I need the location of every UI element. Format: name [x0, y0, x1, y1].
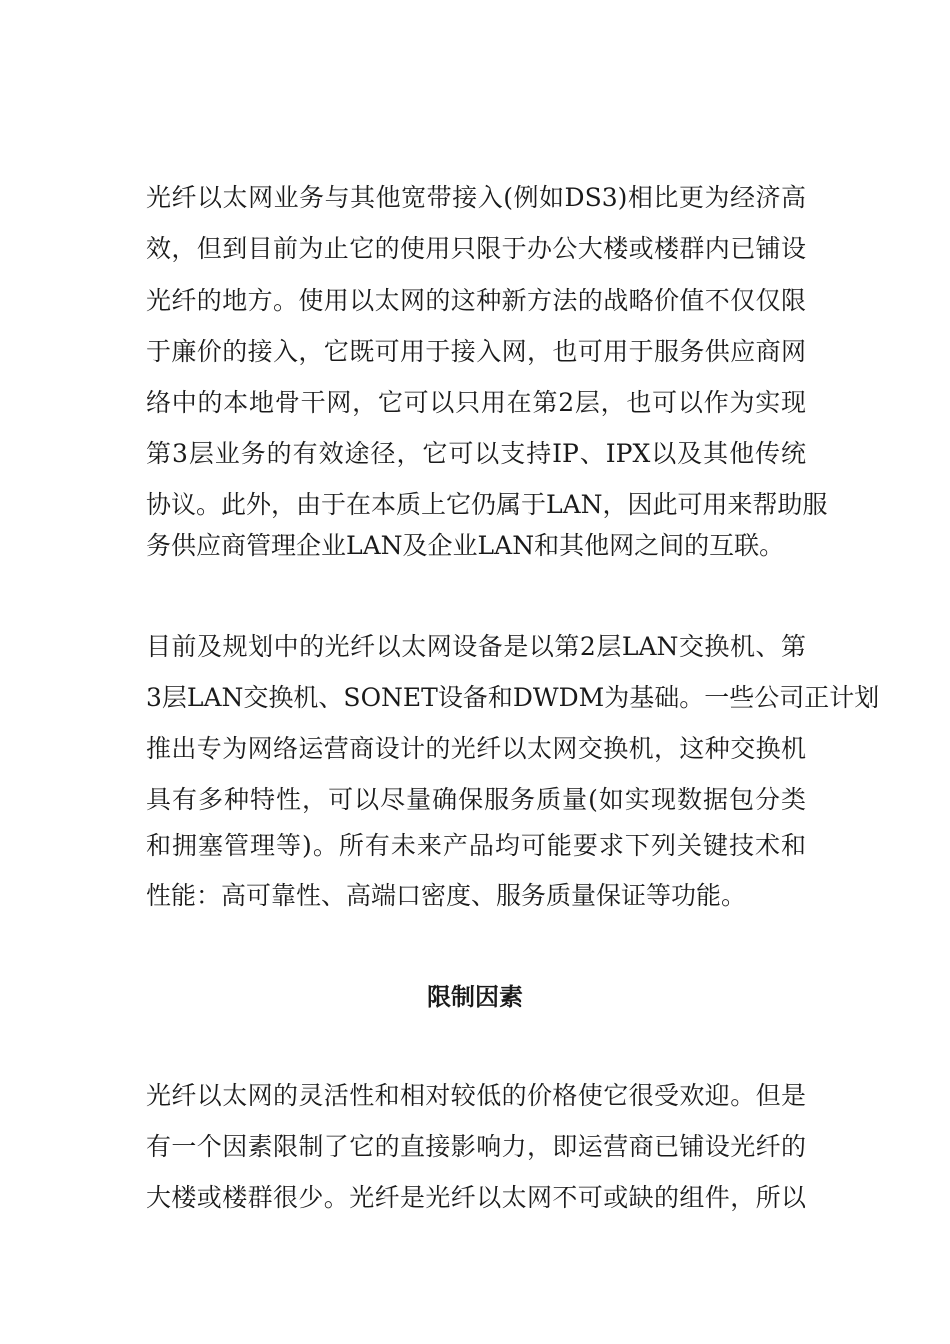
- paragraph-line: 于廉价的接入，它既可用于接入网，也可用于服务供应商网: [146, 337, 806, 366]
- paragraph-line: 光纤以太网的灵活性和相对较低的价格使它很受欢迎。但是: [146, 1081, 806, 1110]
- paragraph-line: 第3层业务的有效途径，它可以支持IP、IPX以及其他传统: [146, 439, 806, 468]
- section-heading: 限制因素: [427, 983, 523, 1011]
- paragraph-line: 大楼或楼群很少。光纤是光纤以太网不可或缺的组件，所以: [146, 1183, 806, 1212]
- paragraph-line: 3层LAN交换机、SONET设备和DWDM为基础。一些公司正计划: [146, 683, 880, 712]
- paragraph-line: 务供应商管理企业LAN及企业LAN和其他网之间的互联。: [146, 531, 785, 560]
- paragraph-line: 光纤以太网业务与其他宽带接入(例如DS3)相比更为经济高: [146, 183, 806, 212]
- paragraph-line: 性能：高可靠性、高端口密度、服务质量保证等功能。: [146, 881, 747, 910]
- paragraph-line: 具有多种特性，可以尽量确保服务质量(如实现数据包分类: [146, 785, 806, 814]
- paragraph-line: 目前及规划中的光纤以太网设备是以第2层LAN交换机、第: [146, 632, 806, 661]
- paragraph-line: 光纤的地方。使用以太网的这种新方法的战略价值不仅仅限: [146, 286, 806, 315]
- paragraph-line: 协议。此外，由于在本质上它仍属于LAN，因此可用来帮助服: [146, 490, 828, 519]
- paragraph-line: 络中的本地骨干网，它可以只用在第2层，也可以作为实现: [146, 388, 806, 417]
- paragraph-line: 推出专为网络运营商设计的光纤以太网交换机，这种交换机: [146, 734, 806, 763]
- paragraph-line: 有一个因素限制了它的直接影响力，即运营商已铺设光纤的: [146, 1132, 806, 1161]
- paragraph-line: 效，但到目前为止它的使用只限于办公大楼或楼群内已铺设: [146, 234, 806, 263]
- paragraph-line: 和拥塞管理等)。所有未来产品均可能要求下列关键技术和: [146, 831, 806, 860]
